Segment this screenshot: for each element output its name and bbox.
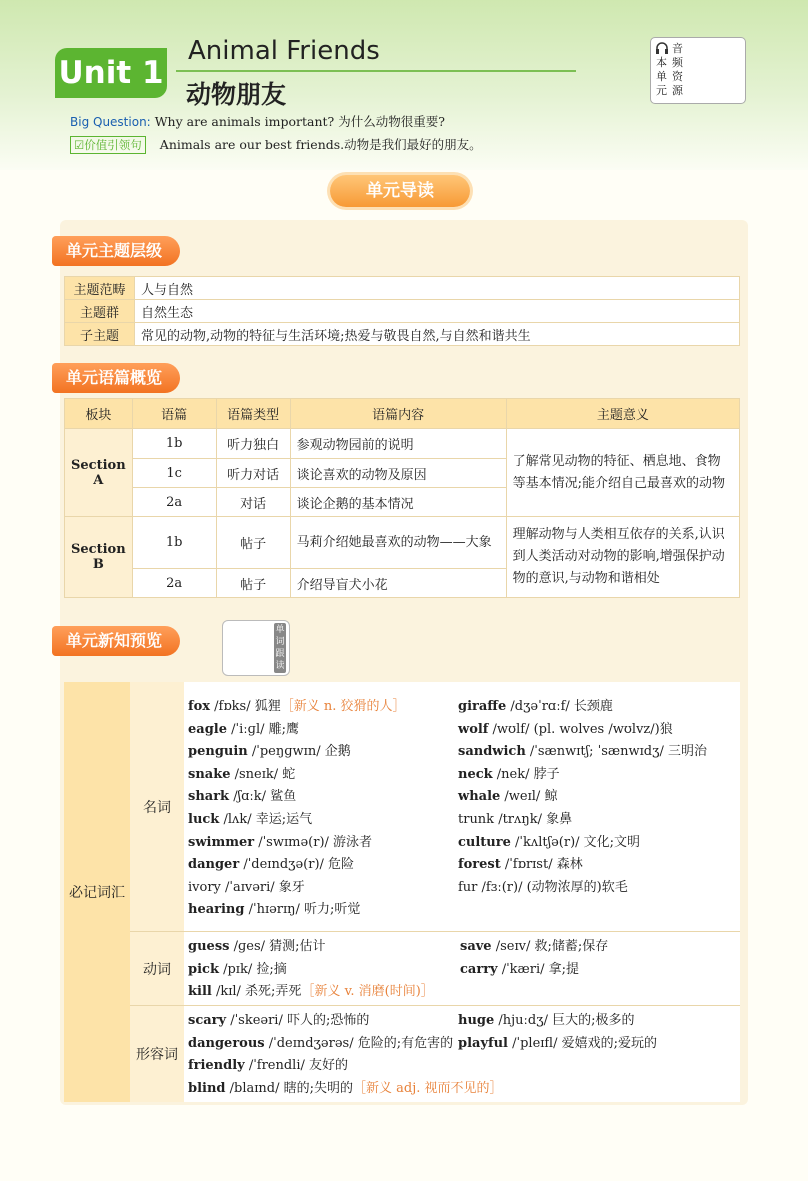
vocab-entry: trunk /trʌŋk/ 象鼻 <box>458 811 573 827</box>
table-row: 1c 听力对话 谈论喜欢的动物及原因 <box>65 459 740 488</box>
vocab-entry: culture /ˈkʌltʃə(r)/ 文化;文明 <box>458 834 641 850</box>
vocab-entry: friendly /ˈfrendli/ 友好的 <box>188 1058 349 1074</box>
vocab-entry: carry /ˈkæri/ 拿;提 <box>460 961 580 977</box>
verbs-row: 动词 guess /ɡes/ 猜测;估计 pick /pɪk/ 捡;摘 kill /kɪl/ 杀死;弄死［新义 v. 消磨(时间)］ save /seɪv/ 救;储蓄;保存 carry /ˈkæri/ 拿;提 <box>130 932 740 1006</box>
vocab-entry: kill /kɪl/ 杀死;弄死［新义 v. 消磨(时间)］ <box>188 984 434 1000</box>
vocab-entry: snake /sneɪk/ 蛇 <box>188 766 296 782</box>
vocab-table <box>64 682 740 1102</box>
vocab-entry: penguin /ˈpeŋɡwɪn/ 企鹅 <box>188 744 351 760</box>
big-question: Big Question: Why are animals important? 为什么动物很重要? <box>70 114 445 129</box>
texts-table <box>64 398 740 598</box>
unit-guide-badge: 单元导读 <box>330 175 470 207</box>
vocab-entry: swimmer /ˈswɪmə(r)/ 游泳者 <box>188 834 373 850</box>
vocab-entry: save /seɪv/ 救;储蓄;保存 <box>460 939 609 954</box>
theme-table <box>64 276 740 346</box>
verbs-right-list <box>460 936 608 981</box>
nouns-right-list <box>458 696 707 899</box>
vocab-main-label: 必记词汇 <box>64 682 130 1102</box>
adj-right-list <box>458 1010 657 1055</box>
vocab-entry: eagle /ˈiːɡl/ 雕;鹰 <box>188 721 299 737</box>
vocab-entry: shark /ʃɑːk/ 鲨鱼 <box>188 789 297 805</box>
value-sentence: ☑价值引领句 Animals are our best friends.动物是我们最好的朋友。 <box>70 135 482 154</box>
vocab-entry: forest /ˈfɒrɪst/ 森林 <box>458 857 583 873</box>
vocab-entry: hearing /ˈhɪərɪŋ/ 听力;听觉 <box>188 902 361 918</box>
audio-label: 音 <box>672 42 683 55</box>
table-row: 子主题 常见的动物,动物的特征与生活环境;热爱与敬畏自然,与自然和谐共生 <box>65 323 740 346</box>
table-row: 主题范畴 人与自然 <box>65 277 740 300</box>
adj-left-list <box>188 1010 503 1100</box>
vocab-entry: playful /ˈpleɪfl/ 爱嬉戏的;爱玩的 <box>458 1035 657 1051</box>
section-title-theme: 单元主题层级 <box>52 236 180 266</box>
vocab-entry: scary /ˈskeəri/ 吓人的;恐怖的 <box>188 1013 370 1028</box>
audio-resource-button[interactable] <box>650 37 746 104</box>
headphones-icon <box>655 42 669 54</box>
vocab-entry: whale /weɪl/ 鲸 <box>458 789 558 805</box>
verbs-left-list <box>188 936 434 1004</box>
title-divider <box>176 70 576 72</box>
table-header-row: 板块 语篇 语篇类型 语篇内容 主题意义 <box>65 399 740 429</box>
vocab-entry: fur /fɜː(r)/ (动物浓厚的)软毛 <box>458 879 628 895</box>
vocab-entry: fox /fɒks/ 狐狸［新义 n. 狡猾的人］ <box>188 699 406 714</box>
table-row: 2a 帖子 介绍导盲犬小花 <box>65 569 740 598</box>
vocab-entry: giraffe /dʒəˈrɑːf/ 长颈鹿 <box>458 699 613 714</box>
vocab-entry: huge /hjuːdʒ/ 巨大的;极多的 <box>458 1013 635 1028</box>
nouns-row: 名词 fox /fɒks/ 狐狸［新义 n. 狡猾的人］ eagle /ˈiːɡl/ 雕;鹰 penguin /ˈpeŋɡwɪn/ 企鹅 snake /sneɪk/ 蛇 shark /ʃɑːk/ 鲨鱼 luck /lʌk/ 幸运;运气 swimmer /ˈswɪmə(r)/ 游泳者 danger /ˈdeɪndʒə(r)/ 危险 ivory /ˈaɪvəri/ 象牙 hearing /ˈhɪərɪŋ/ 听力;听觉 giraffe /dʒəˈrɑːf/ 长颈鹿 wolf /wʊlf/ (pl. wolves /wʊlvz/)狼 sandwich /ˈsænwɪtʃ; ˈsænwɪdʒ/ 三明治 neck /nek/ 脖子 whale /weɪl/ 鲸 trunk /trʌŋk/ 象鼻 culture /ˈkʌltʃə(r)/ 文化;文明 forest /ˈfɒrɪst/ 森林 fur /fɜː(r)/ (动物浓厚的)软毛 <box>130 682 740 932</box>
audio-label-left: 本 单 元 <box>656 56 667 97</box>
vocab-entry: ivory /ˈaɪvəri/ 象牙 <box>188 879 305 895</box>
nouns-left-list <box>188 696 406 922</box>
unit-title-cn: 动物朋友 <box>186 80 287 109</box>
audio-label-right: 频 资 源 <box>672 56 683 97</box>
vocab-entry: wolf /wʊlf/ (pl. wolves /wʊlvz/)狼 <box>458 721 673 737</box>
table-row: Section B 1b 帖子 马莉介绍她最喜欢的动物——大象 理解动物与人类相互依存的关系,认识到人类活动对动物的影响,增强保护动物的意识,与动物和谐相处 <box>65 517 740 569</box>
vocab-entry: guess /ɡes/ 猜测;估计 <box>188 939 326 954</box>
unit-title-en: Animal Friends <box>188 36 380 66</box>
vocab-entry: dangerous /ˈdeɪndʒərəs/ 危险的;有危害的 <box>188 1035 454 1051</box>
table-row: Section A 1b 听力独白 参观动物园前的说明 了解常见动物的特征、栖息地、食物等基本情况;能介绍自己最喜欢的动物 <box>65 429 740 459</box>
vocab-entry: neck /nek/ 脖子 <box>458 766 560 782</box>
word-reading-label: 单词跟读 <box>275 625 285 671</box>
value-tag: ☑价值引领句 <box>70 136 146 154</box>
section-title-texts: 单元语篇概览 <box>52 363 180 393</box>
adj-row: 形容词 scary /ˈskeəri/ 吓人的;恐怖的 dangerous /ˈdeɪndʒərəs/ 危险的;有危害的 friendly /ˈfrendli/ 友好的 blind /blaɪnd/ 瞎的;失明的［新义 adj. 视而不见的］ huge /hjuːdʒ/ 巨大的;极多的 playful /ˈpleɪfl/ 爱嬉戏的;爱玩的 <box>130 1006 740 1102</box>
section-title-vocab: 单元新知预览 <box>52 626 180 656</box>
table-row: 2a 对话 谈论企鹅的基本情况 <box>65 488 740 517</box>
vocab-entry: blind /blaɪnd/ 瞎的;失明的［新义 adj. 视而不见的］ <box>188 1080 503 1096</box>
table-row: 主题群 自然生态 <box>65 300 740 323</box>
unit-badge: Unit 1 <box>55 48 167 98</box>
vocab-entry: luck /lʌk/ 幸运;运气 <box>188 811 313 827</box>
vocab-entry: pick /pɪk/ 捡;摘 <box>188 961 287 977</box>
vocab-entry: sandwich /ˈsænwɪtʃ; ˈsænwɪdʒ/ 三明治 <box>458 744 707 760</box>
word-reading-button[interactable] <box>222 620 290 676</box>
vocab-entry: danger /ˈdeɪndʒə(r)/ 危险 <box>188 857 355 873</box>
